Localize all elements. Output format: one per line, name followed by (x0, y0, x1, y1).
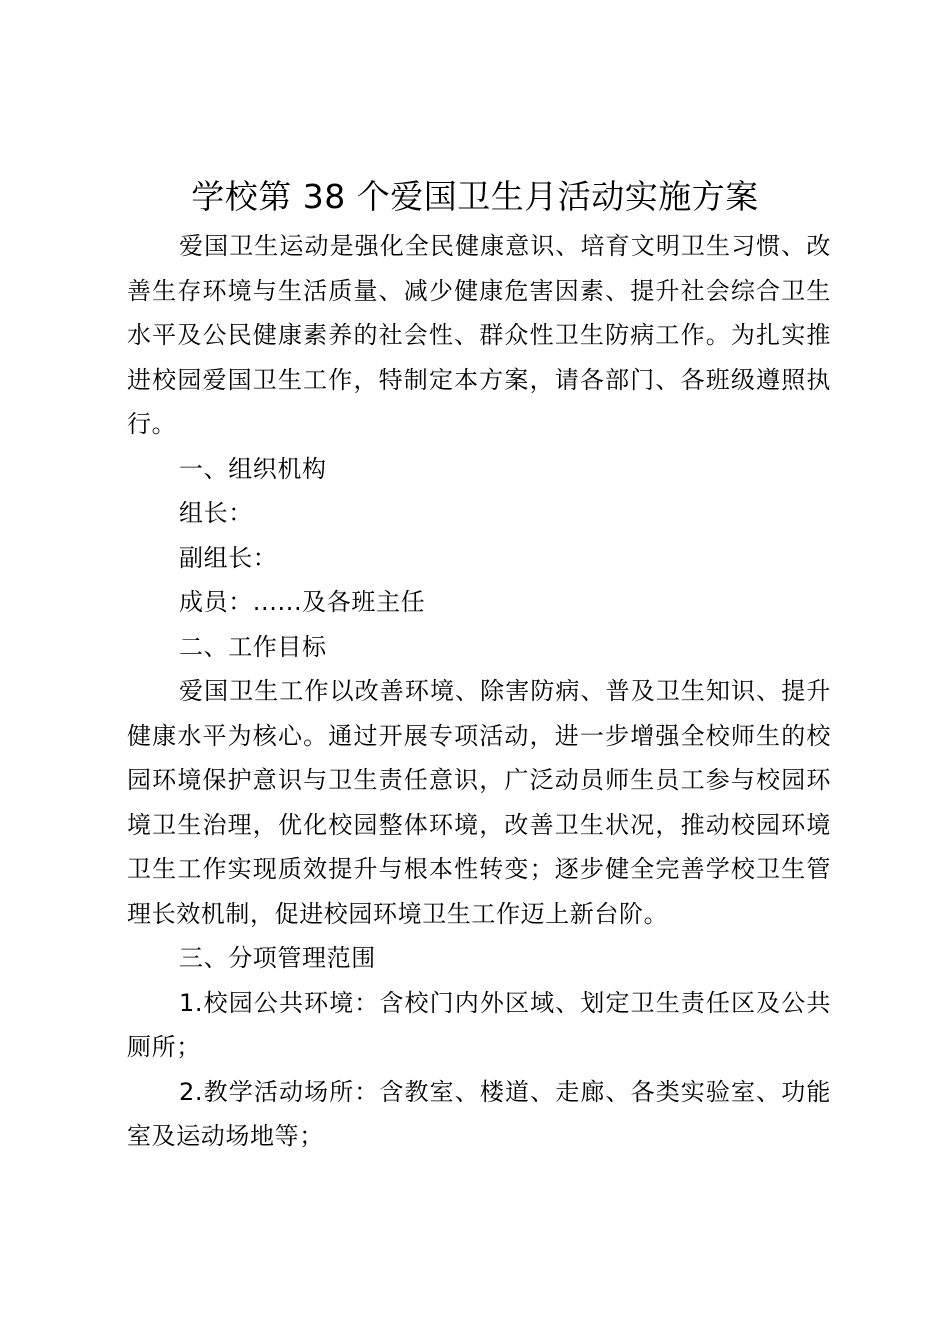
scope-item-2: 2.教学活动场所：含教室、楼道、走廊、各类实验室、功能室及运动场地等； (127, 1077, 831, 1150)
members-line: 成员：......及各班主任 (179, 588, 426, 616)
document-body (127, 224, 831, 1159)
section-heading-goals: 二、工作目标 (179, 632, 327, 661)
section-heading-organization: 一、组织机构 (179, 454, 327, 483)
scope-item-1: 1.校园公共环境：含校门内外区域、划定卫生责任区及公共厕所； (127, 988, 831, 1061)
intro-paragraph: 爱国卫生运动是强化全民健康意识、培育文明卫生习惯、改善生存环境与生活质量、减少健康危害因素、提升社会综合卫生水平及公民健康素养的社会性、群众性卫生防病工作。为扎实推进校园爱国卫生工作，特制定本方案，请各部门、各班级遵照执行。 (127, 232, 831, 438)
document-title: 学校第 38 个爱国卫生月活动实施方案 (191, 177, 759, 216)
leader-line: 组长： (179, 499, 253, 527)
deputy-leader-line: 副组长： (179, 543, 278, 572)
goals-paragraph: 爱国卫生工作以改善环境、除害防病、普及卫生知识、提升健康水平为核心。通过开展专项活动，进一步增强全校师生的校园环境保护意识与卫生责任意识，广泛动员师生员工参与校园环境卫生治理，优化校园整体环境，改善卫生状况，推动校园环境卫生工作实现质效提升与根本性转变；逐步健全完善学校卫生管理长效机制，促进校园环境卫生工作迈上新台阶。 (127, 677, 831, 928)
section-heading-scope: 三、分项管理范围 (179, 944, 376, 972)
